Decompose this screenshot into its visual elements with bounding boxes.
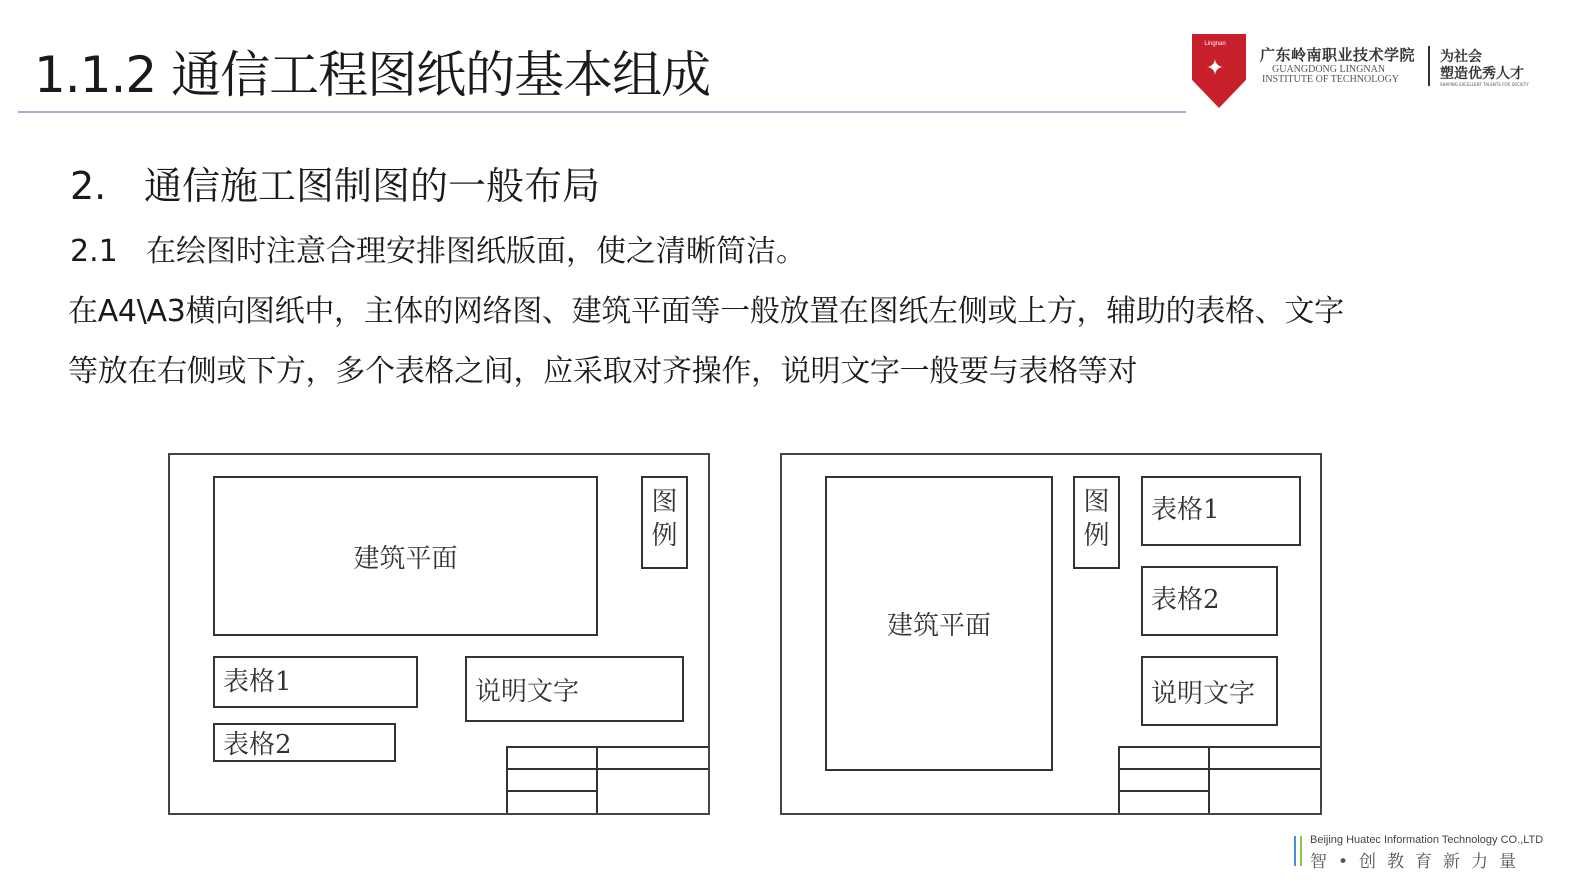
- swan-icon: ✦: [1205, 56, 1225, 81]
- section-title: 通信施工图制图的一般布局: [144, 164, 601, 208]
- logo-slogan-en: SHAPING EXCELLENT TALENTS FOR SOCIETY: [1440, 82, 1529, 87]
- title-block-row-line: [506, 768, 708, 770]
- school-logo: [1188, 30, 1548, 112]
- logo-slogan-line2: 塑造优秀人才: [1440, 66, 1524, 82]
- section-heading: [70, 160, 600, 212]
- subsection-heading: [70, 231, 806, 273]
- notes-box: 说明文字: [1141, 656, 1278, 726]
- layout-diagram-left: [168, 453, 710, 815]
- legend-box: [1073, 476, 1120, 569]
- legend-char: 例: [1083, 520, 1110, 551]
- footer-accent-bar: [1300, 836, 1302, 866]
- building-plan-box: 建筑平面: [825, 476, 1053, 771]
- school-name-en-line1: GUANGDONG LINGNAN: [1272, 64, 1386, 75]
- table2-box: 表格2: [213, 723, 396, 762]
- title-block-mid-line: [1208, 746, 1210, 813]
- legend-box: [641, 476, 688, 569]
- notes-box: 说明文字: [465, 656, 684, 722]
- subsection-text: 在绘图时注意合理安排图纸版面，使之清晰简洁。: [146, 234, 806, 269]
- legend-char: 图: [1083, 486, 1110, 517]
- legend-char: 图: [651, 486, 678, 517]
- title-block-left-line: [506, 746, 508, 813]
- table1-box: 表格1: [213, 656, 418, 708]
- section-number: 2.: [70, 164, 107, 208]
- title-block-left-line: [1118, 746, 1120, 813]
- logo-separator: [1428, 46, 1430, 86]
- footer-company-en: Beijing Huatec Information Technology CO.,LTD: [1310, 834, 1544, 846]
- title-block-row-line: [1118, 768, 1320, 770]
- footer-slogan-cn: 智•创教育新力量: [1310, 852, 1528, 872]
- title-block-row-line: [1118, 790, 1208, 792]
- title-block-top-line: [1118, 746, 1320, 748]
- school-name-en-line2: INSTITUTE OF TECHNOLOGY: [1262, 74, 1400, 85]
- school-name-cn: 广东岭南职业技术学院: [1260, 46, 1416, 64]
- table1-box: 表格1: [1141, 476, 1301, 546]
- footer-accent-bar: [1294, 836, 1296, 866]
- title-block-top-line: [506, 746, 708, 748]
- title-block-row-line: [506, 790, 596, 792]
- slide-title: 1.1.2 通信工程图纸的基本组成: [34, 46, 711, 104]
- building-plan-box: 建筑平面: [213, 476, 598, 636]
- legend-char: 例: [651, 520, 678, 551]
- body-text-line2: 等放在右侧或下方，多个表格之间，应采取对齐操作，说明文字一般要与表格等对: [68, 354, 1138, 389]
- table2-box: 表格2: [1141, 566, 1278, 636]
- subsection-number: 2.1: [70, 234, 118, 269]
- logo-slogan-line1: 为社会: [1440, 49, 1482, 65]
- layout-diagram-right: [780, 453, 1322, 815]
- title-divider: [18, 111, 1186, 113]
- body-text-line1: 在A4\A3横向图纸中，主体的网络图、建筑平面等一般放置在图纸左侧或上方，辅助的表格、文字: [68, 294, 1344, 329]
- title-block-mid-line: [596, 746, 598, 813]
- footer-brand: [1290, 832, 1560, 876]
- shield-top-text: Lingnan: [1204, 41, 1226, 47]
